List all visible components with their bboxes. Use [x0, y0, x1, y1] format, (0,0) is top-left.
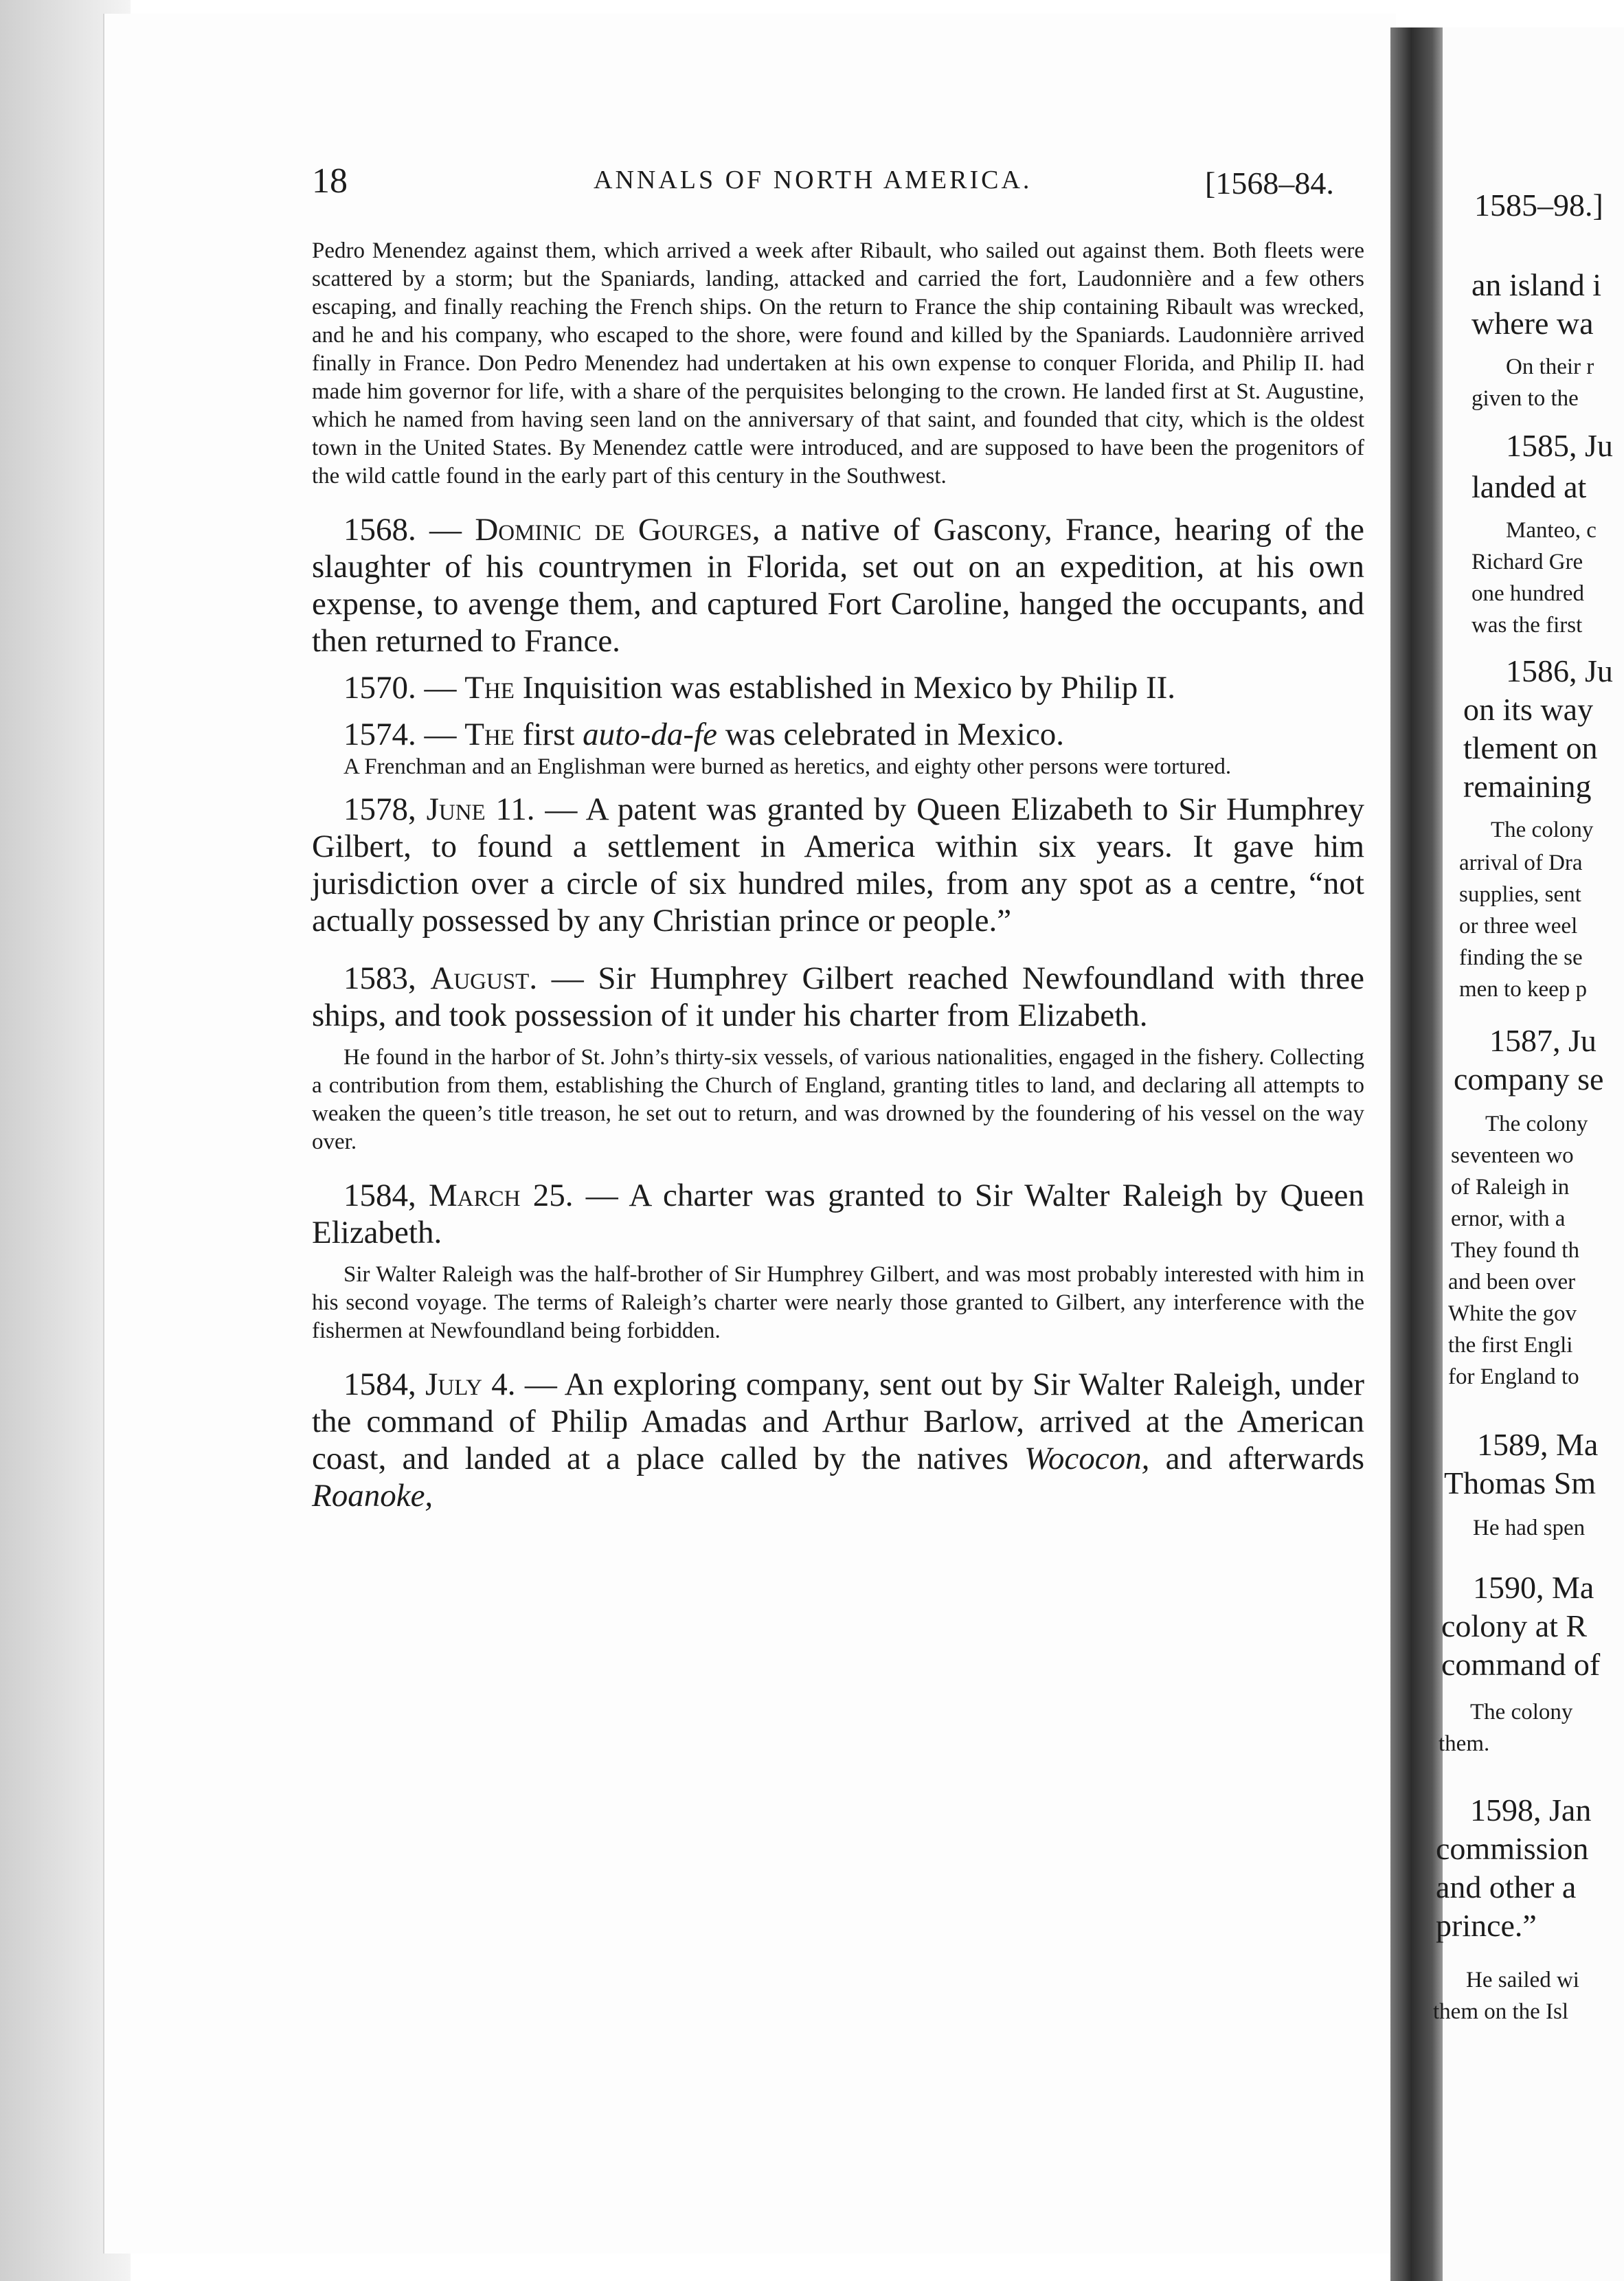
facing-line: Richard Gre: [1471, 550, 1583, 574]
facing-line: arrival of Dra: [1459, 851, 1583, 875]
facing-line: remaining: [1463, 769, 1592, 804]
entry-italic: Roanoke,: [312, 1478, 433, 1514]
entry-1574: 1574. — The first auto-da-fe was celebrated in Mexico.: [343, 717, 1064, 752]
entry-1584-march: 1584, March 25. — A charter was granted to Sir Walter Raleigh by Queen Elizabeth.: [312, 1178, 1365, 1250]
facing-line: men to keep p: [1459, 977, 1588, 1002]
facing-line: commission: [1436, 1831, 1589, 1866]
facing-line: colony at R: [1441, 1608, 1588, 1643]
facing-line: 1586, Ju: [1506, 653, 1613, 688]
entry-text: was celebrated in Mexico.: [725, 717, 1064, 752]
entry-date: 1574.: [343, 717, 416, 752]
date-range: [1568–84.: [1205, 166, 1334, 201]
intro-paragraph: Pedro Menendez against them, which arrived a week after Ribault, who sailed out against them. Both fleets were scattered by a storm; but the Spaniards, landing, attacked and carried the fort, Laudonnière and a few others escaping, and finally reaching the French ships. On the return to France the ship containing Ribault was wrecked, and he and his company, who escaped to the shore, were found and killed by the Spaniards. Laudonnière arrived finally in France. Don Pedro Menendez had undertaken at his own expense to conquer Florida, and Philip II. had made him governor for life, with a share of the perquisites belonging to the crown. He landed first at St. Augustine, which he named from having seen land on the anniversary of that saint, and founded that city, which is the oldest town in the United States. By Menendez cattle were introduced, and are supposed to have been the progenitors of the wild cattle found in the early part of this century in the Southwest.: [312, 238, 1364, 488]
facing-line: or three weel: [1459, 914, 1578, 939]
entry-date: 1578,: [343, 791, 416, 827]
entry-text: Sir Humphrey Gilbert reached Newfoundland with three ships, and took possession of it under his charter from Elizabeth.: [312, 960, 1365, 1033]
facing-line: The colony: [1491, 818, 1594, 842]
facing-line: 1590, Ma: [1473, 1570, 1594, 1605]
facing-line: and other a: [1436, 1869, 1577, 1904]
facing-line: The colony: [1470, 1700, 1573, 1724]
facing-line: of Raleigh in: [1451, 1175, 1570, 1200]
page-number: 18: [312, 161, 348, 201]
entry-lead: The: [464, 717, 515, 752]
facing-line: one hundred: [1471, 581, 1585, 606]
page-body: [312, 237, 1364, 1514]
entry-lead: July 4.: [425, 1367, 516, 1402]
book-gutter: [1390, 27, 1443, 2281]
facing-line: Manteo, c: [1506, 518, 1597, 543]
facing-line: was the first: [1471, 613, 1583, 638]
entry-italic: auto-da-fe: [583, 717, 717, 752]
facing-line: seventeen wo: [1451, 1143, 1574, 1168]
facing-line: them.: [1439, 1731, 1490, 1756]
entry-date: 1584,: [343, 1178, 416, 1213]
facing-line: He had spen: [1473, 1516, 1586, 1540]
entry-lead: The: [464, 670, 515, 706]
entry-text: a native of Gascony, France, hearing of the slaughter of his countrymen in Florida, set out on an expedition, at his own expense, to avenge them, and captured Fort Caroline, hanged the occupants, and then returned to France.: [312, 512, 1364, 659]
entry-text: An exploring company, sent out by Sir Walter Raleigh, under the command of Philip Amadas and Arthur Barlow, arrived at the American coast, and landed at a place called by the natives: [312, 1367, 1364, 1476]
entry-note: He found in the harbor of St. John’s thirty-six vessels, of various nationalities, engaged in the fishery. Collecting a contribution from them, establishing the Church of England, granting titles to land, and declaring all attempts to weaken the queen’s title treason, he set out to return, and was drowned by the foundering of his vessel on the way over.: [312, 1045, 1364, 1154]
entry-note: A Frenchman and an Englishman were burned as heretics, and eighty other persons were tortured.: [343, 754, 1232, 779]
facing-line: 1598, Jan: [1470, 1793, 1592, 1828]
facing-line: They found th: [1451, 1238, 1579, 1263]
facing-line: tlement on: [1463, 730, 1598, 765]
facing-line: finding the se: [1459, 945, 1583, 970]
entry-text: A charter was granted to Sir Walter Raleigh by Queen Elizabeth.: [312, 1178, 1365, 1250]
entry-date: 1584,: [343, 1367, 416, 1402]
facing-line: and been over: [1448, 1270, 1576, 1294]
entry-date: 1568.: [343, 512, 416, 548]
facing-line: 1587, Ju: [1489, 1023, 1597, 1058]
entry-1583: 1583, August. — Sir Humphrey Gilbert reached Newfoundland with three ships, and took possession of it under his charter from Elizabeth.: [312, 960, 1365, 1033]
facing-line: On their r: [1506, 355, 1594, 379]
entry-lead: March 25.: [429, 1178, 574, 1213]
entry-1570: 1570. — The Inquisition was established in Mexico by Philip II.: [343, 670, 1176, 706]
entry-lead: Dominic de Gourges,: [475, 512, 760, 548]
entry-text: A patent was granted by Queen Elizabeth to Sir Humphrey Gilbert, to found a settlement in America within six years. It gave him jurisdiction over a circle of six hundred miles, from any spot as a centre, “not actually possessed by any Christian prince or people.”: [312, 791, 1364, 939]
entry-italic: Wococon,: [1024, 1441, 1150, 1476]
facing-line: given to the: [1471, 386, 1579, 411]
facing-line: the first Engli: [1448, 1333, 1573, 1358]
facing-line: them on the Isl: [1433, 1999, 1569, 2024]
facing-line: 1585, Ju: [1506, 428, 1613, 463]
facing-line: Thomas Sm: [1444, 1465, 1597, 1501]
entry-date: 1583,: [343, 960, 416, 996]
entry-1584-july: 1584, July 4. — An exploring company, sent out by Sir Walter Raleigh, under the command of Philip Amadas and Arthur Barlow, arrived at the American coast, and landed at a place called by the natives Wococon, and afterwards Roanoke,: [312, 1367, 1364, 1514]
facing-line: ernor, with a: [1451, 1206, 1566, 1231]
entry-note: Sir Walter Raleigh was the half-brother of Sir Humphrey Gilbert, and was most probably interested with him in his second voyage. The terms of Raleigh’s charter were nearly those granted to Gilbert, any interference with the fishermen at Newfoundland being forbidden.: [312, 1262, 1364, 1343]
running-title: ANNALS OF NORTH AMERICA.: [594, 166, 1033, 194]
facing-line: The colony: [1485, 1112, 1588, 1136]
facing-line: company se: [1454, 1061, 1604, 1097]
facing-line: prince.”: [1436, 1908, 1537, 1943]
entry-lead: August.: [430, 960, 538, 996]
facing-line: 1589, Ma: [1477, 1427, 1599, 1462]
facing-line: He sailed wi: [1466, 1968, 1579, 1992]
facing-line: command of: [1441, 1647, 1601, 1682]
entry-1578: 1578, June 11. — A patent was granted by Queen Elizabeth to Sir Humphrey Gilbert, to found a settlement in America within six years. It gave him jurisdiction over a circle of six hundred miles, from any spot as a centre, “not actually possessed by any Christian prince or people.”: [312, 791, 1364, 939]
facing-page-header: 1585–98.]: [1474, 188, 1603, 223]
entry-date: 1570.: [343, 670, 416, 706]
facing-line: an island i: [1471, 267, 1602, 302]
facing-line: on its way: [1463, 692, 1594, 727]
entry-text: and afterwards: [1165, 1441, 1364, 1476]
facing-line: White the gov: [1448, 1301, 1577, 1326]
entry-1568: 1568. — Dominic de Gourges, a native of Gascony, France, hearing of the slaughter of his countrymen in Florida, set out on an expedition, at his own expense, to avenge them, and captured Fort Caroline, hanged the occupants, and then returned to France.: [312, 512, 1364, 659]
facing-line: for England to: [1448, 1364, 1579, 1389]
facing-line: supplies, sent: [1459, 882, 1581, 907]
page-header: [312, 161, 1397, 209]
entry-text: first: [522, 717, 575, 752]
entry-text: Inquisition was established in Mexico by Philip II.: [522, 670, 1176, 706]
facing-line: where wa: [1471, 306, 1594, 341]
entry-lead: June 11.: [426, 791, 535, 827]
facing-line: landed at: [1471, 469, 1587, 504]
